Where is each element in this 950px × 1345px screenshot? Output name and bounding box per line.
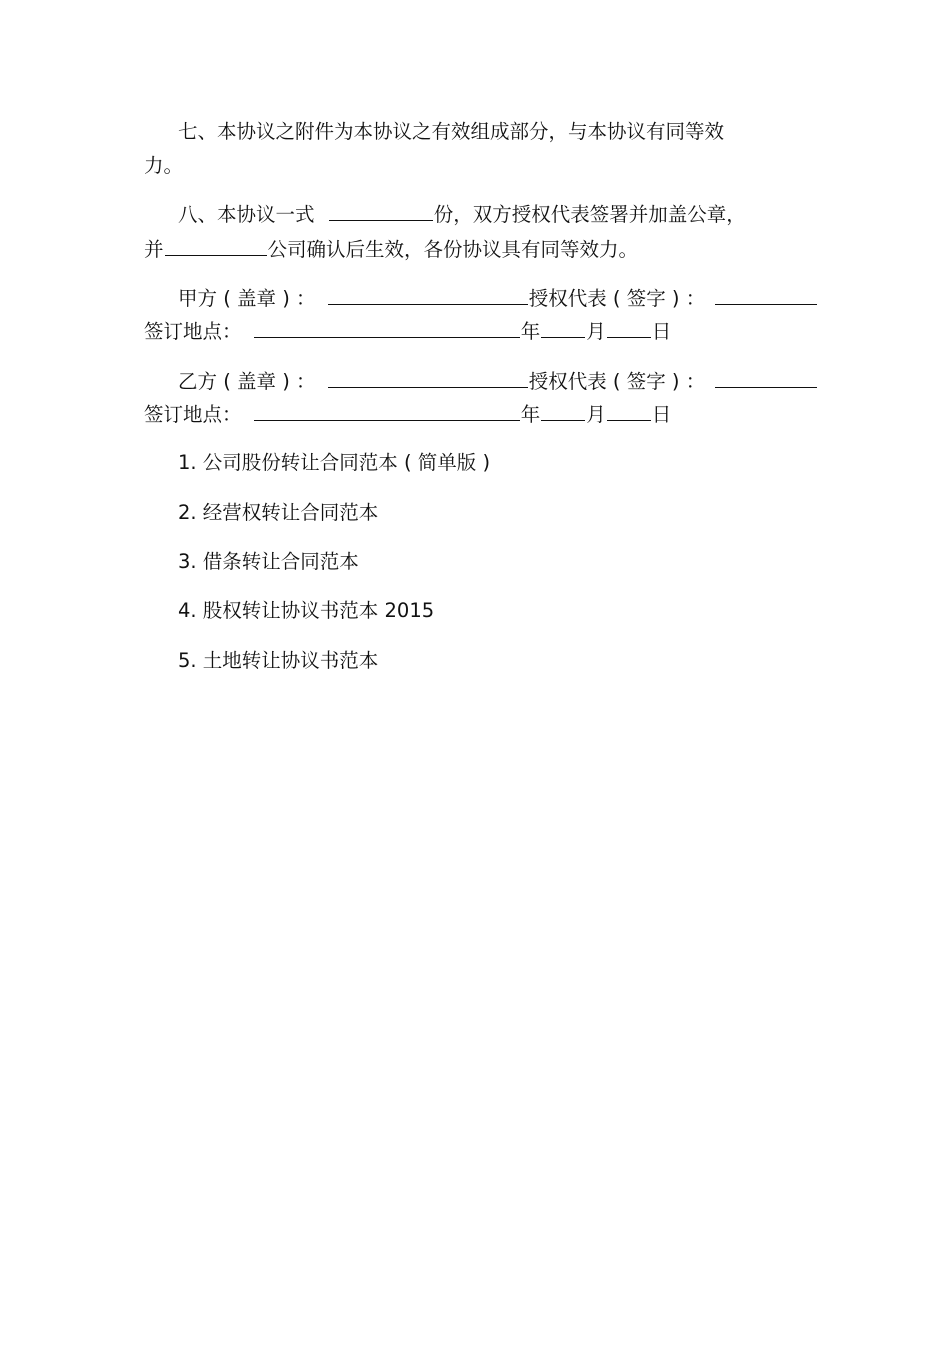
clause-eight-text-a: 八、本协议一式	[178, 203, 315, 226]
party-a-month-blank[interactable]	[541, 319, 585, 338]
party-a-day-blank[interactable]	[607, 319, 651, 338]
party-a-day-label: 日	[651, 320, 672, 343]
clause-eight-text-d: 公司确认后生效，各份协议具有同等效力。	[267, 238, 639, 261]
clause-eight-line-2	[144, 237, 824, 262]
party-b-place-blank[interactable]	[254, 402, 520, 421]
clause-seven-line-2	[144, 154, 824, 178]
party-b-month-blank[interactable]	[541, 402, 585, 421]
party-a-seal-blank[interactable]	[328, 286, 528, 305]
party-a-place-blank[interactable]	[254, 319, 520, 338]
party-a-label: 甲方 ( 盖章 ) ：	[178, 287, 316, 310]
party-b-year-label: 年	[520, 403, 541, 426]
party-a-rep-blank[interactable]	[715, 286, 817, 305]
party-b-rep-label: 授权代表 ( 签字 ) ：	[528, 370, 706, 393]
related-link-4[interactable]: 4. 股权转让协议书范本 2015	[178, 599, 435, 622]
party-b-label: 乙方 ( 盖章 ) ：	[178, 370, 316, 393]
party-a-place-label: 签订地点：	[144, 320, 242, 343]
party-a-rep-label: 授权代表 ( 签字 ) ：	[528, 287, 706, 310]
party-b-month-label: 月	[586, 403, 606, 426]
party-b-signature-line	[144, 369, 858, 394]
clause-seven-text-cont: 力。	[144, 154, 184, 177]
related-link-5[interactable]: 5. 土地转让协议书范本	[178, 649, 379, 672]
company-name-blank[interactable]	[165, 237, 267, 256]
related-link-3[interactable]: 3. 借条转让合同范本	[178, 550, 359, 573]
party-a-place-line	[144, 319, 824, 344]
clause-seven-text: 七、本协议之附件为本协议之有效组成部分，与本协议有同等效	[178, 120, 725, 143]
party-a-month-label: 月	[586, 320, 606, 343]
party-a-year-label: 年	[520, 320, 541, 343]
clause-eight-text-c: 并	[144, 238, 164, 261]
party-b-place-line	[144, 402, 824, 427]
party-b-rep-blank[interactable]	[715, 369, 817, 388]
copies-count-blank[interactable]	[329, 202, 433, 221]
related-link-1[interactable]: 1. 公司股份转让合同范本 ( 简单版 )	[178, 451, 491, 474]
party-b-place-label: 签订地点：	[144, 403, 242, 426]
clause-seven-line-1	[144, 120, 858, 144]
party-a-signature-line	[144, 286, 858, 311]
party-b-day-blank[interactable]	[607, 402, 651, 421]
clause-eight-line-1	[144, 202, 858, 227]
clause-eight-text-b: 份，双方授权代表签署并加盖公章，	[433, 203, 746, 226]
party-b-seal-blank[interactable]	[328, 369, 528, 388]
party-b-day-label: 日	[651, 403, 672, 426]
related-link-2[interactable]: 2. 经营权转让合同范本	[178, 501, 379, 524]
